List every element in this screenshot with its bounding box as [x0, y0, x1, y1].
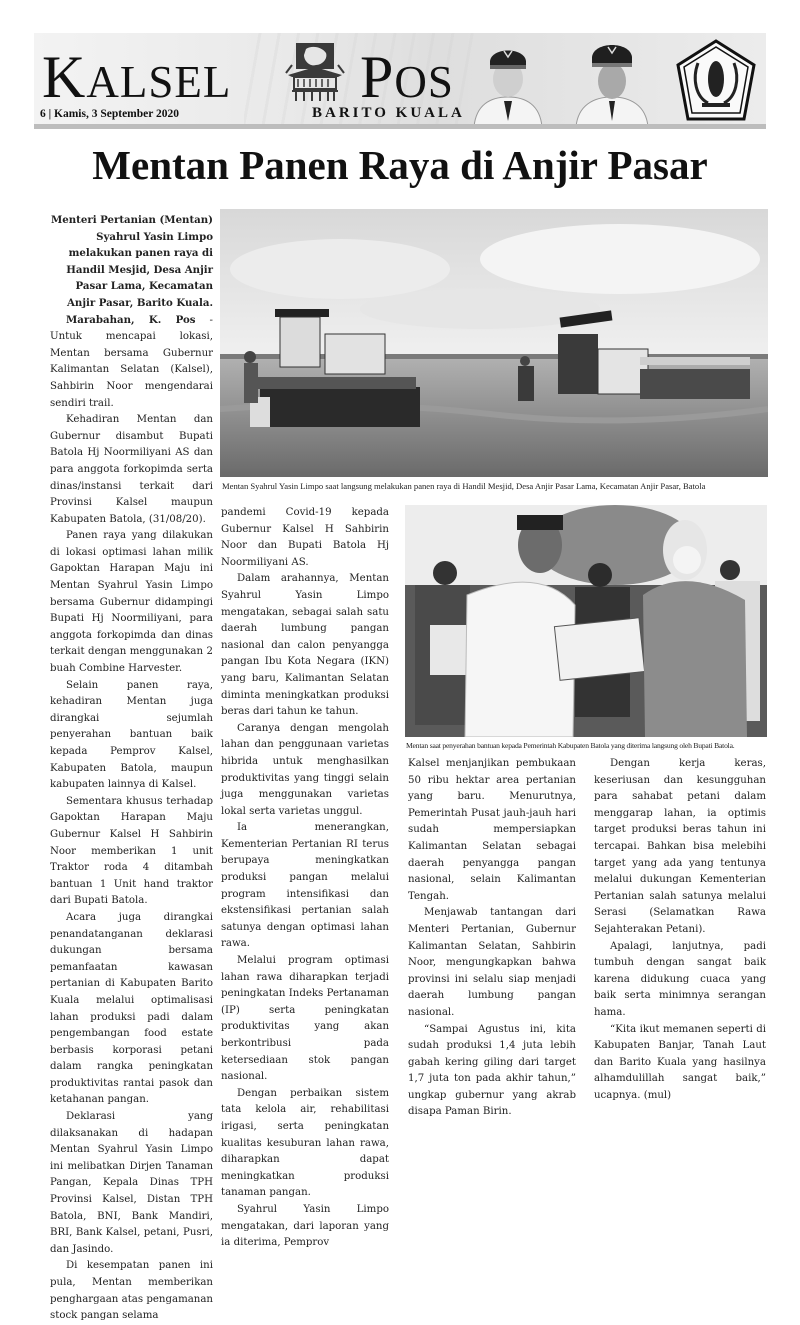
article-paragraph: Kalsel menjanjikan pembukaan 50 ribu hektar area pertanian yang baru. Menurutnya, Pemerintah Pusat jauh-jauh hari sudah mempersiapkan Kalimantan Selatan sebagai daerah penyangga pangan nasional, selain Kalimantan Tengah.	[408, 758, 576, 902]
article-headline: Mentan Panen Raya di Anjir Pasar	[92, 142, 708, 188]
masthead-band	[34, 124, 766, 129]
region-label: BARITO KUALA	[312, 105, 465, 121]
article-paragraph: Sementara khusus terhadap Gapoktan Harapan Maju Gubernur Kalsel H Sahbirin Noor memberikan 1 unit Traktor roda 4 ditambah bantuan 1 Unit hand traktor dari Bupati Batola.	[50, 795, 213, 907]
article-paragraph: pandemi Covid-19 kepada Gubernur Kalsel H Sahbirin Noor dan Bupati Batola Hj Noormiliyani AS.	[221, 507, 389, 568]
photo-caption-handover: Mentan saat penyerahan bantuan kepada Pemerintah Kabupaten Batola yang diterima langsung oleh Bupati Batola.	[406, 741, 735, 750]
article-paragraph: Kehadiran Mentan dan Gubernur disambut Bupati Batola Hj Noormiliyani AS dan para anggota forkopimda serta dinas/instansi terkait dari Provinsi Kalsel maupun Kabupaten Batola, (31/08/20).	[50, 414, 213, 525]
article-paragraph: Menjawab tantangan dari Menteri Pertanian, Gubernur Kalimantan Selatan, Sahbirin Noor, mengungkapkan bahwa provinsi ini selalu siap menjadi daerah lumbung pangan nasional.	[408, 907, 576, 1018]
combine-harvester-photo	[220, 209, 768, 477]
article-paragraph: “Kita ikut memanen seperti di Kabupaten Banjar, Tanah Laut dan Barito Kuala yang hasilnya alhamdulillah sangat baik,” ucapnya. (mul)	[594, 1023, 766, 1101]
article-paragraph: Apalagi, lanjutnya, padi tumbuh dengan sangat baik karena didukung cuaca yang baik serta minimnya serangan hama.	[594, 940, 766, 1018]
article-paragraph: Ia menerangkan, Kementerian Pertanian RI terus berupaya meningkatkan produksi pangan melalui program intensifikasi dan ekstensifikasi pertanian salah satunya dengan optimasi lahan rawa.	[221, 822, 389, 950]
article-paragraph: Panen raya yang dilakukan di lokasi optimasi lahan milik Gapoktan Harapan Maju ini Mentan Syahrul Yasin Limpo bersama Gubernur didampingi Bupati Hj Noormiliyani, para anggota forkopimda dan dinas terkait dengan menggunakan 2 buah Combine Harvester.	[50, 530, 213, 675]
brand-pos	[360, 44, 454, 110]
brand-pos-cap: P	[360, 44, 395, 110]
article-paragraph: Melalui program optimasi lahan rawa diharapkan terjadi peningkatan Indeks Pertanaman (IP) serta peningkatan produktivitas yang akan berkontribusi pada ketersediaan stok pangan nasional.	[221, 955, 389, 1083]
article-paragraph: Dengan kerja keras, keseriusan dan kesungguhan para sahabat petani dalam menggarap lahan, ia optimis target produksi beras tahun ini tercapai. Bahkan bisa melebihi target yang ada yang tentunya melalui dukungan Kementerian Pertanian salah satunya melalui Serasi (Selamatkan Rawa Sejahterakan Petani).	[594, 758, 766, 935]
combine-harvester-image-icon	[220, 209, 768, 477]
article-paragraph: Acara juga dirangkai penandatanganan deklarasi dukungan bersama pemanfaatan kawasan pertanian di Kabupaten Barito Kuala melalui optimalisasi lahan produksi padi dalam pengembangan food estate berbasis korporasi petani dalam rangka peningkatan produktivitas rantai pasok dan ketahanan pangan.	[50, 911, 213, 1106]
handover-ceremony-image-icon	[405, 505, 767, 737]
vice-regent-portrait-icon	[572, 35, 652, 127]
article-paragraph: Caranya dengan mengolah lahan dan penggunaan varietas hibrida untuk menghasilkan produktivitas yang tinggi selain juga menggunakan varietas lokal serta varietas unggul.	[221, 722, 389, 817]
regent-portrait-icon	[468, 35, 548, 127]
article-lede: Menteri Pertanian (Mentan) Syahrul Yasin Limpo melakukan panen raya di Handil Mesjid, Desa Anjir Pasar Lama, Kecamatan Anjir Pasar, Barito Kuala.	[50, 214, 213, 309]
article-column-1	[50, 212, 213, 1325]
photo-caption-harvest: Mentan Syahrul Yasin Limpo saat langsung melakukan panen raya di Handil Mesjid, Desa Anjir Pasar Lama, Kecamatan Anjir Pasar, Batola	[222, 481, 706, 491]
barito-kuala-emblem-icon	[674, 39, 758, 123]
dateline: Marabahan, K. Pos	[66, 313, 196, 326]
article-paragraph: Selain panen raya, kehadiran Mentan juga dirangkai sejumlah penyerahan bantuan baik kepada Pemprov Kalsel, Kabupaten Batola, maupun kabupaten lainnya di Kalsel.	[50, 679, 213, 791]
borneo-house-logo-icon	[282, 39, 348, 105]
brand-kalsel	[42, 44, 232, 110]
article-column-4	[594, 756, 766, 1104]
article-paragraph: Dalam arahannya, Mentan Syahrul Yasin Limpo mengatakan, sebagai salah satu daerah lumbung pangan nasional dan calon penyangga pangan Ibu Kota Negara (IKN) yang baru, Kalimantan Selatan diminta meningkatkan produksi beras dari tahun ke tahun.	[221, 573, 389, 718]
article-paragraph: Syahrul Yasin Limpo mengatakan, dari laporan yang ia diterima, Pemprov	[221, 1203, 389, 1249]
article-paragraph: Di kesempatan panen ini pula, Mentan memberikan penghargaan atas pengamanan stock pangan selama	[50, 1260, 213, 1322]
article-paragraph	[50, 312, 213, 413]
article-paragraph: Dengan perbaikan sistem tata kelola air, rehabilitasi irigasi, serta peningkatan kualitas kesuburan lahan rawa, diharapkan dapat meningkatkan produksi tanaman pangan.	[221, 1087, 389, 1199]
brand-kalsel-cap: K	[42, 44, 87, 110]
brand-kalsel-rest: ALSEL	[86, 57, 232, 107]
masthead	[34, 33, 766, 129]
issue-line: 6 | Kamis, 3 September 2020	[40, 108, 180, 120]
brand-pos-rest: OS	[394, 57, 454, 107]
article-column-3	[408, 756, 576, 1121]
article-column-2	[221, 505, 389, 1252]
article-paragraph: Deklarasi yang dilaksanakan di hadapan Mentan Syahrul Yasin Limpo ini melibatkan Dirjen Tanaman Pangan, Kepala Dinas TPH Provinsi Kalsel, Distan TPH Batola, BNI, Bank Mandiri, BRI, Bank Kalsel, petani, Pusri, dan Jasindo.	[50, 1111, 213, 1255]
paragraph-text: - Untuk mencapai lokasi, Mentan bersama Gubernur Kalimantan Selatan (Kalsel), Sahbirin Noor mengendarai sendiri trail.	[50, 314, 213, 409]
handover-ceremony-photo	[405, 505, 767, 737]
article-paragraph: “Sampai Agustus ini, kita sudah produksi 1,4 juta lebih gabah kering giling dari target 1,7 juta ton pada akhir tahun,” ungkap gubernur yang akrab disapa Paman Birin.	[408, 1023, 576, 1118]
